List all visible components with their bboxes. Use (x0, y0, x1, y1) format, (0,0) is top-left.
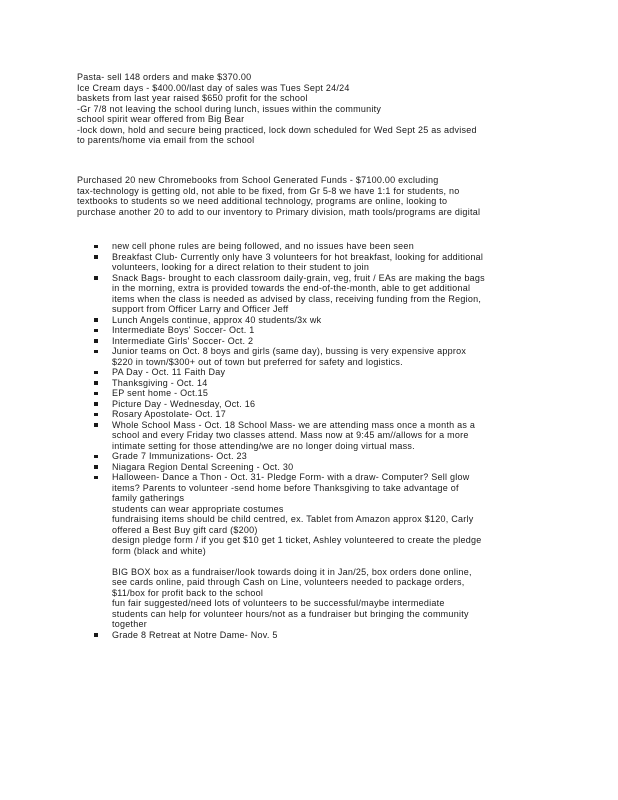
list-item (92, 420, 552, 452)
paragraph-line: purchase another 20 to add to our inventory to Primary division, math tools/programs are digital (77, 206, 481, 217)
list-item-line: PA Day - Oct. 11 Faith Day (112, 367, 226, 377)
list-item-line: volunteers, looking for a direct relation to their student to join (112, 262, 370, 272)
list-item-line: see cards online, paid through Cash on Line, volunteers needed to package orders, (112, 577, 465, 587)
list-item-line: family gatherings (112, 493, 185, 503)
list-item-line: Niagara Region Dental Screening - Oct. 30 (112, 461, 294, 472)
list-item (92, 409, 552, 420)
list-item-line: form (black and white) (112, 545, 207, 556)
chromebooks-paragraph (77, 175, 557, 217)
list-item (92, 325, 552, 336)
list-item (92, 241, 552, 252)
list-item-line: new cell phone rules are being followed, and no issues have been seen (112, 241, 414, 251)
list-item-line: support from Officer Larry and Officer Jeff (112, 304, 289, 314)
list-item-line: Breakfast Club- Currently only have 3 volunteers for hot breakfast, looking for additional (112, 251, 484, 262)
list-item (92, 252, 552, 273)
note-line: Pasta- sell 148 orders and make $370.00 (77, 72, 252, 82)
note-line: school spirit wear offered from Big Bear (77, 114, 245, 124)
fundraising-notes (77, 72, 557, 146)
note-line: Ice Cream days - $400.00/last day of sales was Tues Sept 24/24 (77, 82, 350, 93)
list-item-line: Whole School Mass - Oct. 18 School Mass- we are attending mass once a month as a (112, 419, 476, 430)
paragraph-line: Purchased 20 new Chromebooks from School Generated Funds - $7100.00 excluding (77, 175, 439, 185)
list-item (92, 388, 552, 399)
paragraph-line: tax-technology is getting old, not able to be fixed, from Gr 5-8 we have 1:1 for students, no (77, 185, 460, 196)
list-item-line: $11/box for profit back to the school (112, 587, 264, 598)
list-item-line: Lunch Angels continue, approx 40 students/3x wk (112, 314, 322, 325)
blank-line (112, 556, 552, 567)
list-item-line: Junior teams on Oct. 8 boys and girls (same day), bussing is very expensive approx (112, 346, 467, 356)
list-item (92, 399, 552, 410)
list-item-line: offered a Best Buy gift card ($200) (112, 524, 258, 535)
list-item-line: items? Parents to volunteer -send home before Thanksgiving to take advantage of (112, 482, 459, 493)
list-item-line: Grade 8 Retreat at Notre Dame- Nov. 5 (112, 629, 278, 640)
list-item-line: students can help for volunteer hours/not as a fundraiser but bringing the community (112, 608, 469, 619)
note-line: -lock down, hold and secure being practiced, lock down scheduled for Wed Sept 25 as advised (77, 124, 477, 135)
list-item-line: school and every Friday two classes attend. Mass now at 9:45 am//allows for a more (112, 430, 469, 440)
list-item (92, 451, 552, 462)
list-item-line: together (112, 619, 148, 629)
agenda-bullet-list (92, 241, 552, 640)
list-item (92, 378, 552, 389)
list-item-line: fundraising items should be child centred, ex. Tablet from Amazon approx $120, Carly (112, 514, 474, 524)
list-item-line: $220 in town/$300+ out of town but preferred for safety and logistics. (112, 356, 403, 367)
list-item (92, 273, 552, 315)
list-item-line: design pledge form / if you get $10 get 1 ticket, Ashley volunteered to create the pledge (112, 535, 482, 545)
list-item-line: fun fair suggested/need lots of volunteers to be successful/maybe intermediate (112, 598, 445, 608)
list-item-line: intimate setting for those attending/we are no longer doing virtual mass. (112, 440, 415, 451)
list-item-line: Thanksgiving - Oct. 14 (112, 377, 208, 388)
list-item-line: Picture Day - Wednesday, Oct. 16 (112, 398, 256, 409)
list-item (92, 630, 552, 641)
list-item-line: BIG BOX box as a fundraiser/look towards doing it in Jan/25, box orders done online, (112, 566, 472, 577)
list-item-line: EP sent home - Oct.15 (112, 388, 209, 398)
list-item-line: Snack Bags- brought to each classroom daily-grain, veg, fruit / EAs are making the bags (112, 272, 485, 283)
list-item (92, 346, 552, 367)
list-item (92, 315, 552, 326)
list-item (92, 472, 552, 630)
list-item-line: in the morning, extra is provided towards the end-of-the-month, able to get additional (112, 283, 471, 293)
list-item-line: Grade 7 Immunizations- Oct. 23 (112, 451, 248, 461)
list-item (92, 462, 552, 473)
list-item (92, 336, 552, 347)
list-item-line: Intermediate Girls' Soccer- Oct. 2 (112, 335, 254, 346)
note-line: to parents/home via email from the school (77, 135, 255, 145)
list-item-line: Intermediate Boys' Soccer- Oct. 1 (112, 325, 255, 335)
list-item-line: Halloween- Dance a Thon - Oct. 31- Pledge Form- with a draw- Computer? Sell glow (112, 472, 470, 482)
list-item-line: Rosary Apostolate- Oct. 17 (112, 409, 227, 419)
note-line: baskets from last year raised $650 profit for the school (77, 93, 308, 103)
paragraph-line: textbooks to students so we need additional technology, programs are online, looking to (77, 196, 448, 206)
list-item-line: items when the class is needed as advised by class, receiving funding from the Region, (112, 293, 482, 304)
note-line: -Gr 7/8 not leaving the school during lunch, issues within the community (77, 103, 382, 114)
list-item (92, 367, 552, 378)
list-item-line: students can wear appropriate costumes (112, 503, 284, 514)
